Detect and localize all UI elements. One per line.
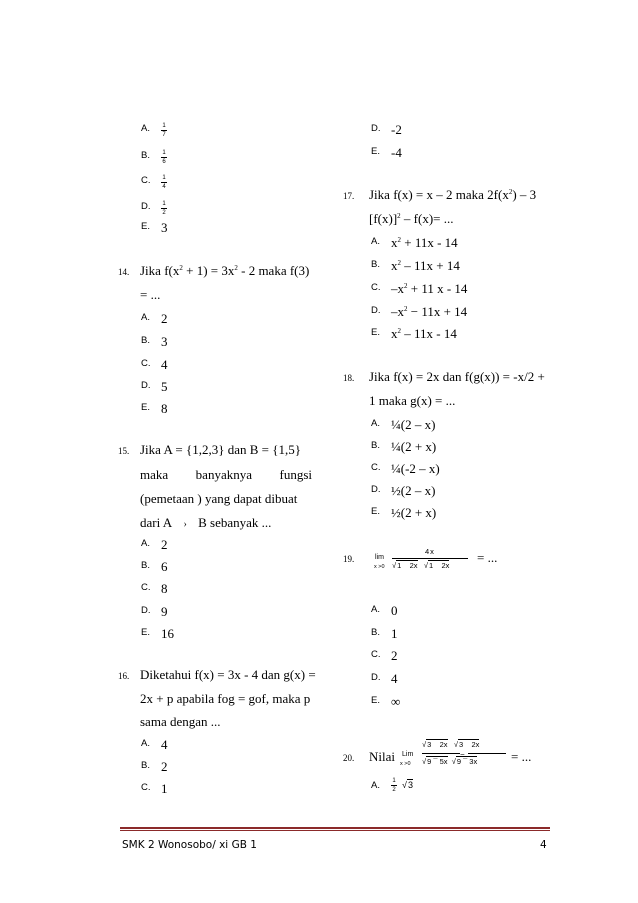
q20-equals: = ... bbox=[511, 749, 532, 764]
q16-text-line3: sama dengan ... bbox=[140, 714, 221, 729]
q19-fraction-bar bbox=[392, 558, 468, 559]
q19-lim-subscript: x ˃0 bbox=[374, 564, 385, 570]
q16-text-line2: 2x + p apabila fog = gof, maka p bbox=[140, 691, 311, 706]
q19-equals: = ... bbox=[477, 550, 498, 565]
q20-numerator: √3 2x √3 2x bbox=[422, 740, 480, 749]
question-number: 20. bbox=[343, 753, 355, 763]
q20-fraction-bar-1 bbox=[422, 753, 460, 754]
q15-text-line1: Jika A = {1,2,3} dan B = {1,5} bbox=[140, 442, 301, 457]
q14-text-line1: Jika $f(x^2 + 1) = 3x^2 - 2$ maka f(3) bbox=[140, 263, 310, 278]
q18-text-line1: Jika f(x) = 2x dan f(g(x)) = -x/2 + bbox=[369, 369, 545, 384]
q15-text-line2: maka banyaknya fungsi bbox=[140, 467, 312, 482]
q15-text-line4: dari A › B sebanyak ... bbox=[140, 515, 272, 530]
footer-school-label: SMK 2 Wonosobo/ xi GB 1 bbox=[122, 839, 257, 851]
fraction: 1 2 bbox=[392, 778, 396, 793]
q20-denominator: √9 ¯ 5x √9 ¯ 3x bbox=[422, 757, 478, 766]
footer-rule-thin bbox=[120, 830, 550, 831]
q19-denominator: √1 2x √1 2x bbox=[392, 561, 450, 570]
page-number: 4 bbox=[540, 839, 547, 851]
q17-text-line1: Jika f(x) = x – 2 maka $2f(x^2) - 3$ bbox=[369, 187, 537, 202]
q19-lim: lim bbox=[375, 554, 384, 561]
q16-text-line1: Diketahui f(x) = 3x - 4 dan g(x) = bbox=[140, 667, 316, 682]
question-number: 17. bbox=[343, 191, 355, 201]
q17-text-line2: $[f(x)]^2 - f(x)=$ ... bbox=[369, 211, 454, 226]
fraction: 1 7 bbox=[162, 123, 166, 138]
q20-minus: − bbox=[460, 750, 465, 759]
q20-lim: Lim bbox=[402, 751, 414, 758]
fraction: 1 2 bbox=[162, 201, 166, 216]
q14-text-line2: = ... bbox=[140, 287, 161, 302]
question-number: 14. bbox=[118, 267, 130, 277]
q20-lim-subscript: x ˃0 bbox=[400, 761, 411, 767]
q18-text-line2: 1 maka g(x) = ... bbox=[369, 393, 456, 408]
footer-rule-thick bbox=[120, 827, 550, 829]
q15-text-line3: (pemetaan ) yang dapat dibuat bbox=[140, 491, 298, 506]
fraction: 1 6 bbox=[162, 150, 166, 165]
q19-numerator: 4x bbox=[425, 547, 435, 556]
q20-fraction-bar-2 bbox=[468, 753, 506, 754]
q20-nilai: Nilai bbox=[369, 749, 395, 764]
question-number: 18. bbox=[343, 373, 355, 383]
question-number: 16. bbox=[118, 671, 130, 681]
question-number: 15. bbox=[118, 446, 130, 456]
fraction: 1 4 bbox=[162, 175, 166, 190]
question-number: 19. bbox=[343, 554, 355, 564]
